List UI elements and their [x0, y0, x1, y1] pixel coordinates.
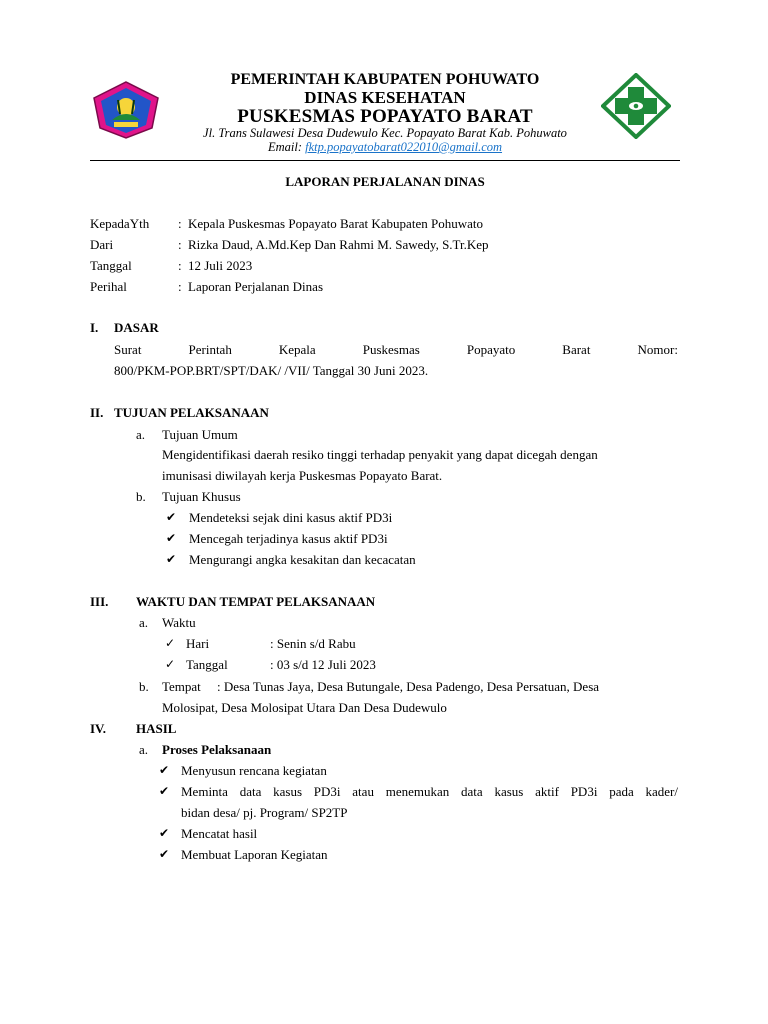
s4-item: Mencatat hasil — [181, 826, 258, 841]
s1-word: Nomor: — [637, 342, 678, 357]
s2-a-title: Tujuan Umum — [162, 427, 238, 442]
s1-word: Barat — [562, 342, 591, 357]
meta-label-perihal: Perihal — [90, 279, 127, 294]
meta-value-tanggal: 12 Juli 2023 — [188, 258, 253, 273]
section-1-title: DASAR — [114, 320, 159, 335]
header-government: PEMERINTAH KABUPATEN POHUWATO — [230, 71, 540, 88]
check-icon: ✓ — [165, 657, 176, 671]
header-puskesmas: PUSKESMAS POPAYATO BARAT — [237, 106, 533, 127]
s2-b-item: Mengurangi angka kesakitan dan kecacatan — [189, 552, 416, 567]
check-icon: ✔ — [166, 510, 177, 524]
s1-word: Kepala — [278, 342, 316, 357]
s3-a-title: Waktu — [162, 615, 196, 630]
meta-sep-kepada: : — [178, 216, 182, 231]
header-divider — [90, 160, 680, 161]
s2-a-text2: imunisasi diwilayah kerja Puskesmas Popayato Barat. — [162, 468, 443, 483]
section-4-number: IV. — [90, 721, 107, 736]
section-4-title: HASIL — [136, 721, 177, 736]
meta-sep-dari: : — [178, 237, 182, 252]
section-3-title: WAKTU DAN TEMPAT PELAKSANAAN — [136, 594, 376, 609]
s1-word: Popayato — [466, 342, 516, 357]
waktu-value-hari: : Senin s/d Rabu — [270, 636, 356, 651]
waktu-label-tanggal: Tanggal — [186, 657, 228, 672]
s4-item: Menyusun rencana kegiatan — [181, 763, 327, 778]
meta-label-dari: Dari — [90, 237, 114, 252]
meta-value-dari: Rizka Daud, A.Md.Kep Dan Rahmi M. Sawedy, S.Tr.Kep — [188, 237, 489, 252]
check-icon: ✓ — [165, 636, 176, 650]
s2-b-item: Mendeteksi sejak dini kasus aktif PD3i — [189, 510, 393, 525]
s2-b-title: Tujuan Khusus — [162, 489, 241, 504]
check-icon: ✔ — [159, 784, 170, 798]
check-icon: ✔ — [159, 763, 170, 777]
s4-item: Meminta data kasus PD3i atau menemukan data kasus aktif PD3i pada kader/ — [181, 784, 678, 799]
s3-b-line1: Tempat : Desa Tunas Jaya, Desa Butungale, Desa Padengo, Desa Persatuan, Desa — [162, 679, 600, 694]
section-2-number: II. — [90, 405, 104, 420]
s2-a-text1: Mengidentifikasi daerah resiko tinggi terhadap penyakit yang dapat dicegah dengan — [162, 447, 598, 462]
section-1-number: I. — [90, 320, 99, 335]
s4-item-continued: bidan desa/ pj. Program/ SP2TP — [181, 805, 348, 820]
header-address: Jl. Trans Sulawesi Desa Dudewulo Kec. Popayato Barat Kab. Pohuwato — [203, 126, 567, 140]
waktu-value-tanggal: : 03 s/d 12 Juli 2023 — [270, 657, 376, 672]
s2-b-marker: b. — [136, 489, 146, 504]
meta-sep-perihal: : — [178, 279, 182, 294]
email-label: Email: — [267, 140, 306, 154]
s2-b-item: Mencegah terjadinya kasus aktif PD3i — [189, 531, 388, 546]
s1-word: Perintah — [188, 342, 232, 357]
s1-word: Surat — [114, 342, 142, 357]
document-title: LAPORAN PERJALANAN DINAS — [285, 174, 485, 189]
s4-a-title: Proses Pelaksanaan — [162, 742, 272, 757]
meta-label-kepada: KepadaYth — [90, 216, 150, 231]
section-3-number: III. — [90, 594, 109, 609]
check-icon: ✔ — [166, 552, 177, 566]
s3-b-marker: b. — [139, 679, 149, 694]
section-1-line2: 800/PKM-POP.BRT/SPT/DAK/ /VII/ Tanggal 30 Juni 2023. — [114, 363, 429, 378]
s3-a-marker: a. — [139, 615, 149, 630]
section-1-line1 — [114, 342, 678, 358]
meta-value-kepada: Kepala Puskesmas Popayato Barat Kabupaten Pohuwato — [188, 216, 483, 231]
s1-word: Puskesmas — [362, 342, 420, 357]
section-2-title: TUJUAN PELAKSANAAN — [114, 405, 269, 420]
waktu-label-hari: Hari — [186, 636, 210, 651]
check-icon: ✔ — [159, 826, 170, 840]
meta-sep-tanggal: : — [178, 258, 182, 273]
check-icon: ✔ — [166, 531, 177, 545]
s4-item: Membuat Laporan Kegiatan — [181, 847, 328, 862]
s2-a-marker: a. — [136, 427, 146, 442]
s4-a-marker: a. — [139, 742, 149, 757]
meta-label-tanggal: Tanggal — [90, 258, 132, 273]
check-icon: ✔ — [159, 847, 170, 861]
s3-b-line2: Molosipat, Desa Molosipat Utara Dan Desa Dudewulo — [162, 700, 447, 715]
meta-value-perihal: Laporan Perjalanan Dinas — [188, 279, 324, 294]
email-link[interactable]: fktp.popayatobarat022010@gmail.com — [305, 140, 503, 154]
header-department: DINAS KESEHATAN — [304, 88, 466, 107]
header-email — [160, 140, 610, 155]
